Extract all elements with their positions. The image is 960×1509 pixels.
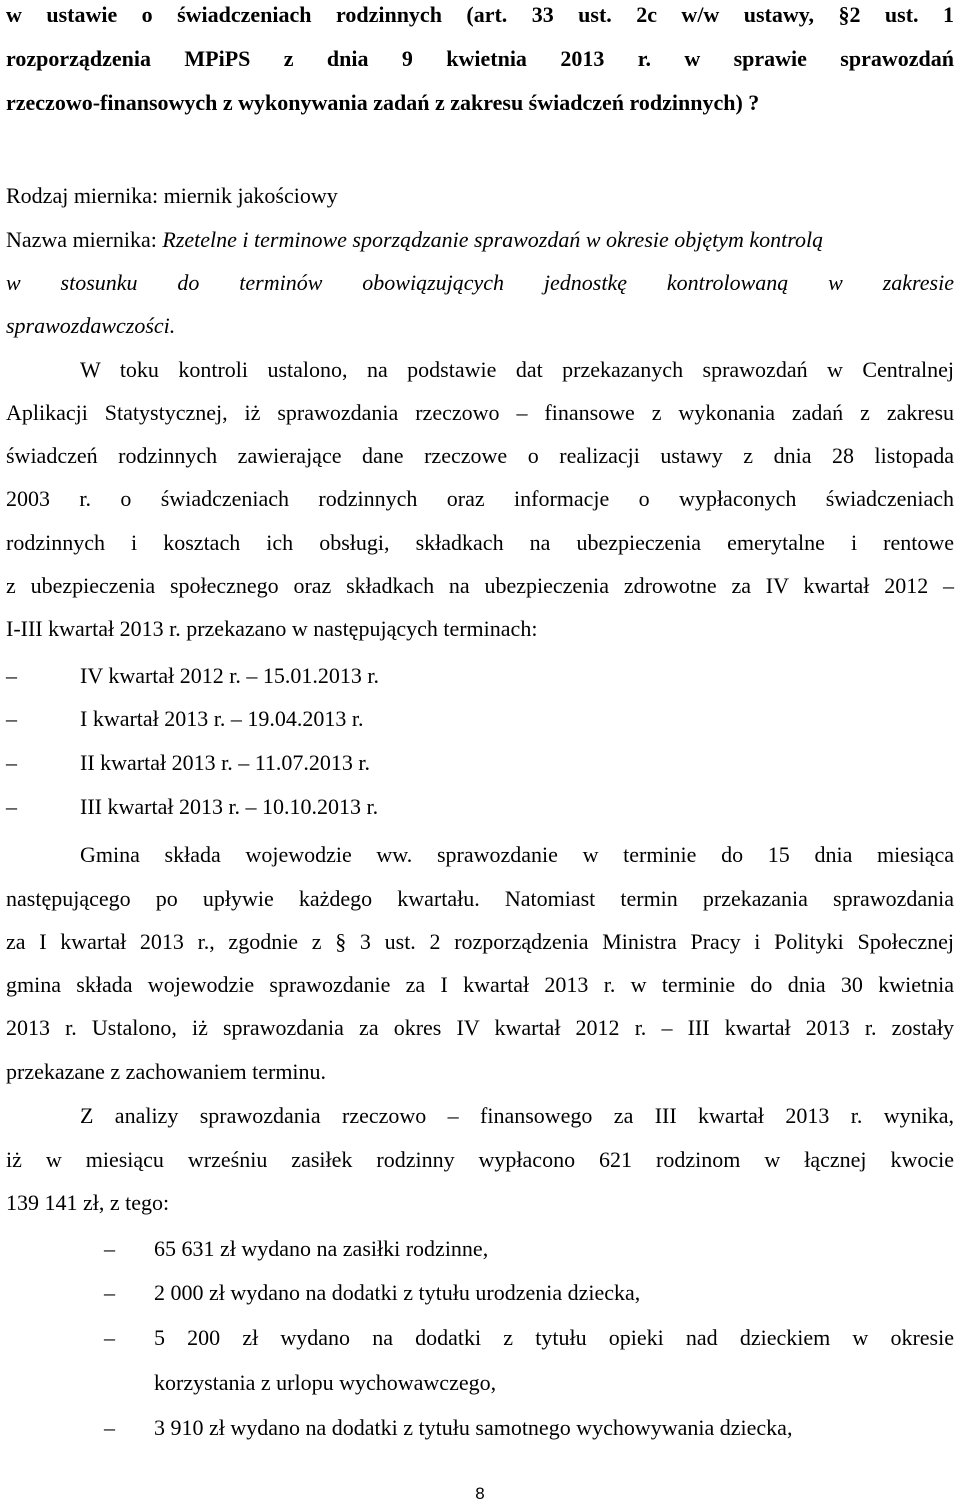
header-line-2: rozporządzenia MPiPS z dnia 9 kwietnia 2013 r. w sprawie sprawozdań bbox=[6, 46, 954, 71]
list-bullet: – bbox=[104, 1325, 115, 1350]
para2-line-1: Gmina składa wojewodzie ww. sprawozdanie w terminie do 15 dnia miesiąca bbox=[80, 842, 954, 867]
para2-line-5: 2013 r. Ustalono, iż sprawozdania za okres IV kwartał 2012 r. – III kwartał 2013 r. zostały bbox=[6, 1015, 954, 1040]
indicator-name-line-3: sprawozdawczości. bbox=[6, 313, 176, 338]
amount-item-4: 3 910 zł wydano na dodatki z tytułu samotnego wychowywania dziecka, bbox=[154, 1415, 793, 1440]
indicator-name-line-1 bbox=[6, 225, 954, 255]
term-item-3: II kwartał 2013 r. – 11.07.2013 r. bbox=[80, 750, 371, 775]
page-number: 8 bbox=[475, 1484, 485, 1503]
list-bullet: – bbox=[6, 794, 17, 819]
header-line-3: rzeczowo-finansowych z wykonywania zadań z zakresu świadczeń rodzinnych) ? bbox=[6, 90, 760, 115]
list-bullet: – bbox=[104, 1280, 115, 1305]
amount-item-1: 65 631 zł wydano na zasiłki rodzinne, bbox=[154, 1236, 489, 1261]
para2-line-4: gmina składa wojewodzie sprawozdanie za I kwartał 2013 r. w terminie do dnia 30 kwietnia bbox=[6, 972, 954, 997]
amount-item-2: 2 000 zł wydano na dodatki z tytułu urodzenia dziecka, bbox=[154, 1280, 641, 1305]
indicator-name-label: Nazwa miernika: bbox=[6, 227, 163, 252]
amount-item-3-cont: korzystania z urlopu wychowawczego, bbox=[154, 1370, 497, 1395]
list-bullet: – bbox=[6, 706, 17, 731]
para1-line-6: z ubezpieczenia społecznego oraz składkach na ubezpieczenia zdrowotne za IV kwartał 2012 – bbox=[6, 573, 954, 598]
para2-line-3: za I kwartał 2013 r., zgodnie z § 3 ust. 2 rozporządzenia Ministra Pracy i Polityki Społecznej bbox=[6, 929, 954, 954]
para2-line-6: przekazane z zachowaniem terminu. bbox=[6, 1059, 327, 1084]
para2-line-2: następującego po upływie każdego kwartału. Natomiast termin przekazania sprawozdania bbox=[6, 886, 954, 911]
header-line-1: w ustawie o świadczeniach rodzinnych (art. 33 ust. 2c w/w ustawy, §2 ust. 1 bbox=[6, 2, 954, 27]
para1-line-4: 2003 r. o świadczeniach rodzinnych oraz informacje o wypłaconych świadczeniach bbox=[6, 486, 954, 511]
list-bullet: – bbox=[6, 750, 17, 775]
amount-item-3: 5 200 zł wydano na dodatki z tytułu opieki nad dzieckiem w okresie bbox=[154, 1325, 954, 1350]
para3-line-3: 139 141 zł, z tego: bbox=[6, 1190, 170, 1215]
para1-line-3: świadczeń rodzinnych zawierające dane rzeczowe o realizacji ustawy z dnia 28 listopada bbox=[6, 443, 954, 468]
para3-line-1: Z analizy sprawozdania rzeczowo – finansowego za III kwartał 2013 r. wynika, bbox=[80, 1103, 954, 1128]
list-bullet: – bbox=[104, 1415, 115, 1440]
para1-line-1: W toku kontroli ustalono, na podstawie dat przekazanych sprawozdań w Centralnej bbox=[80, 357, 954, 382]
para1-line-5: rodzinnych i kosztach ich obsługi, składkach na ubezpieczenia emerytalne i rentowe bbox=[6, 530, 954, 555]
indicator-type: Rodzaj miernika: miernik jakościowy bbox=[6, 183, 338, 208]
para3-line-2: iż w miesiącu wrześniu zasiłek rodzinny wypłacono 621 rodzinom w łącznej kwocie bbox=[6, 1147, 954, 1172]
list-bullet: – bbox=[104, 1236, 115, 1261]
list-bullet: – bbox=[6, 663, 17, 688]
term-item-2: I kwartał 2013 r. – 19.04.2013 r. bbox=[80, 706, 364, 731]
indicator-name-line-2: w stosunku do terminów obowiązujących jednostkę kontrolowaną w zakresie bbox=[6, 270, 954, 295]
indicator-name-text: Rzetelne i terminowe sporządzanie sprawozdań w okresie objętym kontrolą bbox=[162, 227, 824, 252]
term-item-4: III kwartał 2013 r. – 10.10.2013 r. bbox=[80, 794, 379, 819]
para1-line-7: I-III kwartał 2013 r. przekazano w następujących terminach: bbox=[6, 616, 538, 641]
term-item-1: IV kwartał 2012 r. – 15.01.2013 r. bbox=[80, 663, 380, 688]
para1-line-2: Aplikacji Statystycznej, iż sprawozdania rzeczowo – finansowe z wykonania zadań z zakresu bbox=[6, 400, 954, 425]
